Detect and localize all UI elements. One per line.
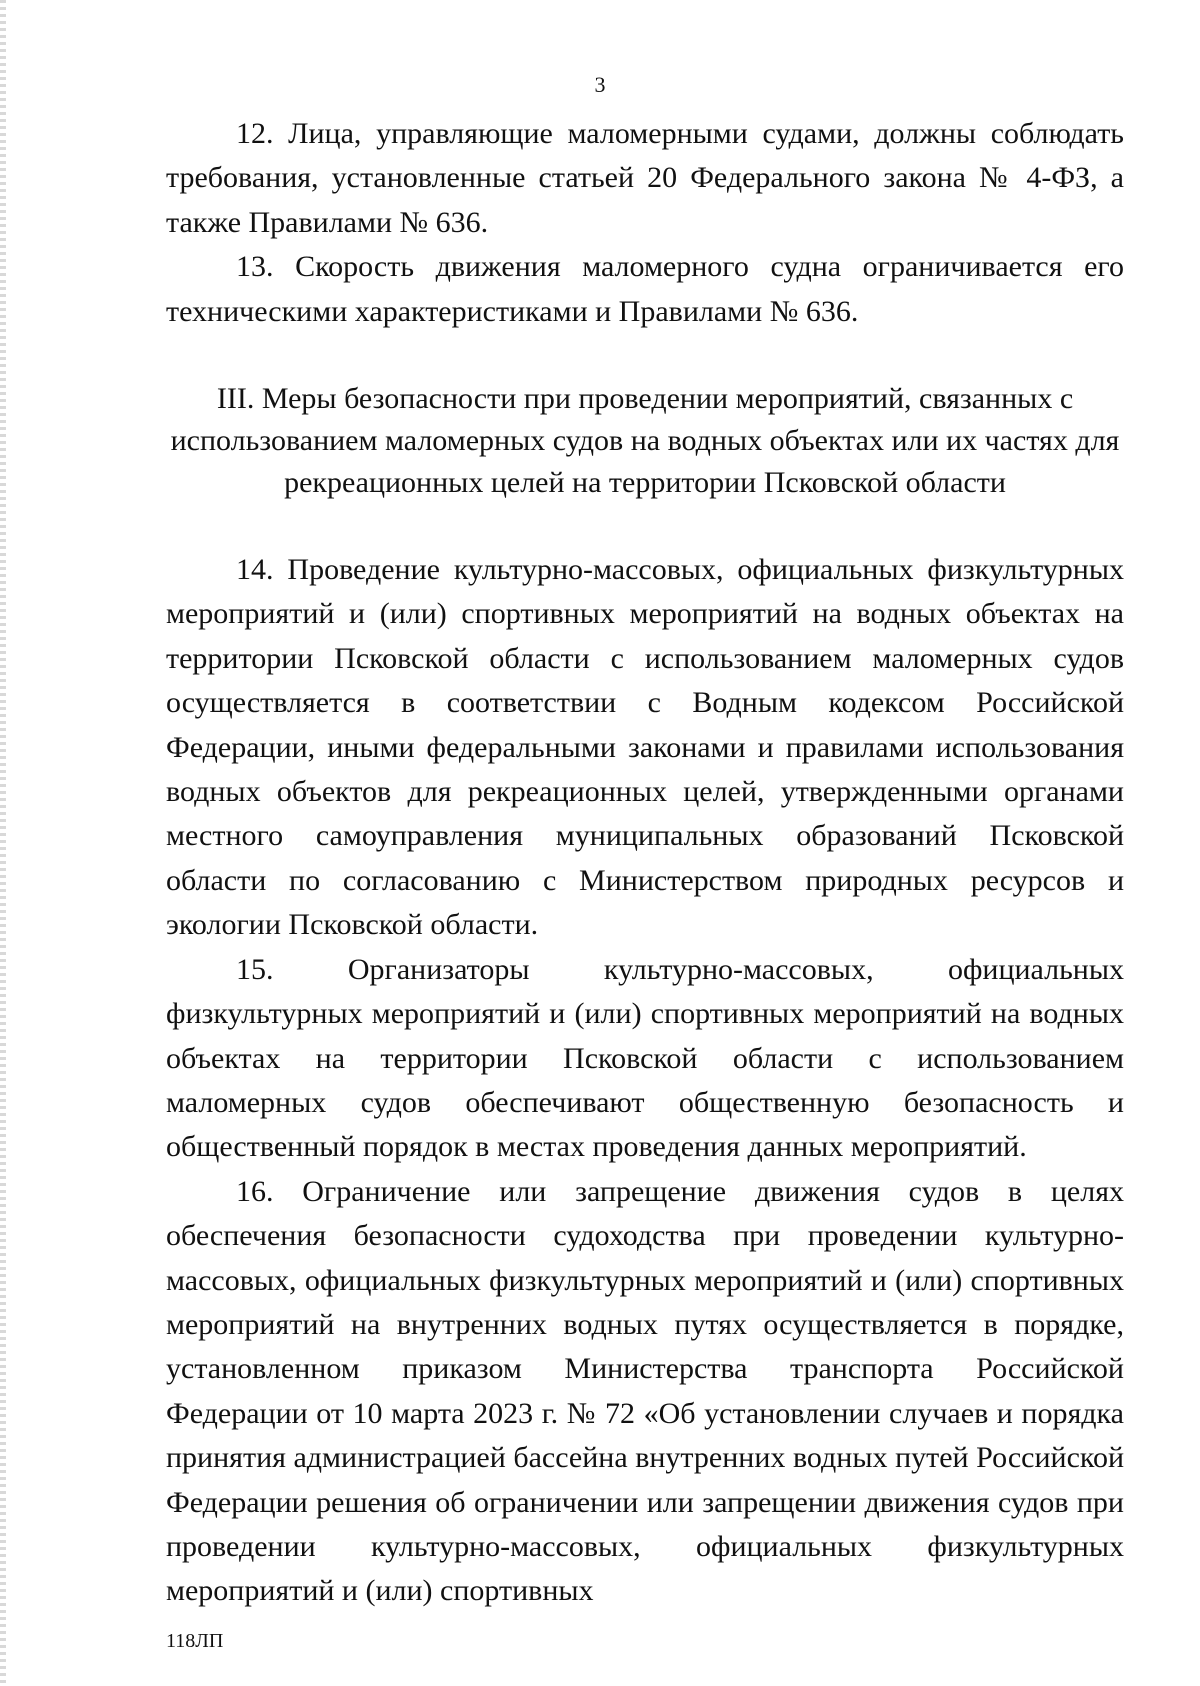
document-body xyxy=(166,112,1124,1614)
page-number: 3 xyxy=(594,72,606,97)
scan-edge xyxy=(0,0,6,1686)
document-code: 118ЛП xyxy=(166,1630,224,1652)
paragraph-16: 16. Ограничение или запрещение движения судов в целях обеспечения безопасности судоходства при проведении культурно-массовых, официальных физкультурных мероприятий и (или) спортивных мероприятий на внутренних водных путях осуществляется в порядке, установленном приказом Министерства транспорта Российской Федерации от 10 марта 2023 г. № 72 «Об установлении случаев и порядка принятия администрацией бассейна внутренних водных путей Российской Федерации решения об ограничении или запрещении движения судов при проведении культурно-массовых, официальных физкультурных мероприятий и (или) спортивных xyxy=(166,1174,1124,1608)
paragraph-12: 12. Лица, управляющие маломерными судами, должны соблюдать требования, установленные статьей 20 Федерального закона № 4-ФЗ, а также Правилами № 636. xyxy=(166,117,1124,239)
paragraph-14: 14. Проведение культурно-массовых, официальных физкультурных мероприятий и (или) спортивных мероприятий на водных объектах на территории Псковской области с использованием маломерных судов осуществляется в соответствии с Водным кодексом Российской Федерации, иными федеральными законами и правилами использования водных объектов для рекреационных целей, утвержденными органами местного самоуправления муниципальных образований Псковской области по согласованию с Министерством природных ресурсов и экологии Псковской области. xyxy=(166,553,1124,942)
spacer xyxy=(166,334,1124,378)
paragraph-15: 15. Организаторы культурно-массовых, официальных физкультурных мероприятий и (или) спортивных мероприятий на водных объектах на территории Псковской области с использованием маломерных судов обеспечивают общественную безопасность и общественный порядок в местах проведения данных мероприятий. xyxy=(166,952,1124,1164)
spacer xyxy=(166,504,1124,548)
paragraph-13: 13. Скорость движения маломерного судна ограничивается его техническими характеристиками и Правилами № 636. xyxy=(166,250,1124,328)
section-heading: III. Меры безопасности при проведении мероприятий, связанных с использованием маломерных судов на водных объектах или их частях для рекреационных целей на территории Псковской области xyxy=(170,382,1120,500)
